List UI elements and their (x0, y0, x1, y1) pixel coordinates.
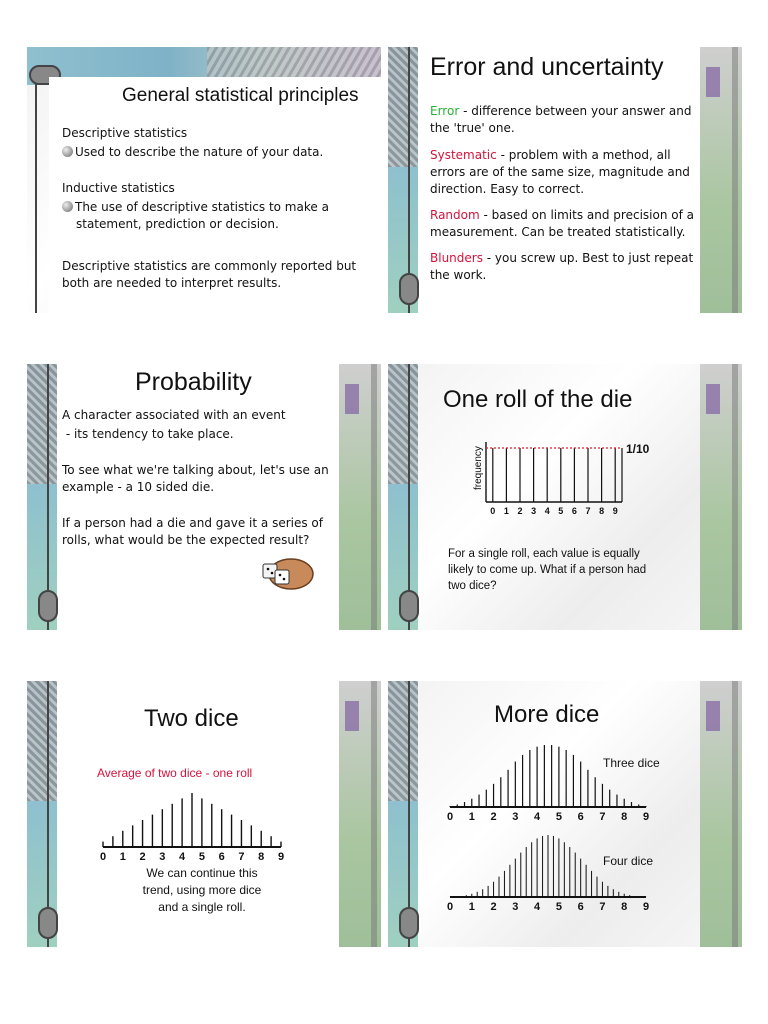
decorative-right-strip (339, 681, 381, 947)
tick-label-3: 3 (512, 811, 519, 823)
tick-label-3: 3 (531, 506, 537, 516)
three-dice-label: Three dice (603, 756, 660, 770)
tick-label-6: 6 (571, 506, 577, 516)
prob-line-2: - its tendency to take place. (62, 427, 234, 441)
slide-two-dice (27, 681, 381, 947)
slide-title: One roll of the die (443, 386, 633, 413)
four-dice-label: Four dice (603, 854, 654, 868)
bullet-icon (62, 201, 73, 212)
decorative-line (35, 75, 37, 313)
tick-label-0: 0 (490, 506, 496, 516)
random-term: Random (430, 208, 480, 222)
prob-line-1: A character associated with an event (62, 408, 286, 422)
descriptive-bullet-text: Used to describe the nature of your data. (75, 145, 324, 159)
blunders-term: Blunders (430, 251, 483, 265)
tick-label-9: 9 (642, 901, 650, 913)
annotation-one-tenth: 1/10 (626, 442, 650, 456)
hand-with-dice-illustration (255, 552, 315, 594)
tick-label-2: 2 (490, 901, 497, 913)
tick-label-8: 8 (599, 506, 605, 516)
tick-label-4: 4 (179, 851, 186, 863)
decorative-knob (399, 273, 419, 305)
caption-line-3: two dice? (448, 580, 497, 592)
chart-subtitle: Average of two dice - one roll (97, 766, 253, 780)
tick-label-2: 2 (490, 811, 497, 823)
blunders-line-1 (430, 250, 693, 267)
error-term: Error (430, 104, 460, 118)
tick-label-4: 4 (544, 506, 550, 516)
decorative-right-strip (700, 681, 742, 947)
slide-title: More dice (494, 701, 600, 728)
caption-line-2: trend, using more dice (142, 883, 262, 897)
tick-label-9: 9 (612, 506, 618, 516)
tick-label-6: 6 (218, 851, 225, 863)
tick-label-2: 2 (139, 851, 146, 863)
tick-label-7: 7 (599, 811, 606, 823)
tick-label-0: 0 (446, 901, 454, 913)
blunders-text: - you screw up. Best to just repeat (482, 251, 694, 265)
decorative-right-strip (700, 364, 742, 630)
error-text: - difference between your answer and (459, 104, 692, 118)
systematic-text: - problem with a method, all (496, 148, 671, 162)
error-line-2: the 'true' one. (430, 121, 515, 135)
decorative-right-strip (339, 364, 381, 630)
summary-line-2: both are needed to interpret results. (62, 276, 282, 290)
random-line-1 (430, 207, 694, 224)
tick-label-8: 8 (621, 901, 628, 913)
slide-title: General statistical principles (122, 85, 359, 106)
decorative-knob (38, 590, 58, 622)
slide-probability (27, 364, 381, 630)
tick-label-2: 2 (517, 506, 523, 516)
inductive-bullet (62, 199, 329, 216)
two-dice-chart (97, 787, 287, 863)
tick-label-1: 1 (119, 851, 126, 863)
slide-general-statistical-principles (27, 47, 381, 313)
tick-label-7: 7 (585, 506, 591, 516)
tick-label-5: 5 (555, 901, 562, 913)
systematic-line-1 (430, 147, 671, 164)
caption-line-2: likely to come up. What if a person had (448, 564, 647, 576)
one-roll-chart (472, 438, 672, 520)
decorative-knob (399, 590, 419, 622)
caption-line-1: For a single roll, each value is equally (448, 548, 640, 560)
tick-label-9: 9 (277, 851, 285, 863)
tick-label-0: 0 (446, 811, 454, 823)
four-dice-chart (444, 831, 652, 913)
three-dice-chart (444, 741, 652, 823)
tick-label-5: 5 (555, 811, 562, 823)
prob-line-4: example - a 10 sided die. (62, 480, 215, 494)
prob-line-6: rolls, what would be the expected result? (62, 533, 310, 547)
blunders-line-2: the work. (430, 268, 487, 282)
slide-error-and-uncertainty (388, 47, 742, 313)
tick-label-8: 8 (258, 851, 265, 863)
systematic-line-2: errors are of the same size, magnitude and (430, 165, 690, 179)
tick-label-6: 6 (577, 901, 584, 913)
prob-line-5: If a person had a die and gave it a series of (62, 516, 323, 530)
tick-label-3: 3 (159, 851, 166, 863)
descriptive-heading: Descriptive statistics (62, 126, 188, 140)
tick-label-7: 7 (238, 851, 245, 863)
caption-line-1: We can continue this (146, 866, 258, 880)
prob-line-3: To see what we're talking about, let's use an (62, 463, 329, 477)
slide-title: Two dice (144, 705, 239, 732)
slide-title: Probability (135, 368, 252, 396)
tick-label-4: 4 (534, 901, 541, 913)
tick-label-4: 4 (534, 811, 541, 823)
random-line-2: measurement. Can be treated statistically. (430, 225, 686, 239)
slide-title: Error and uncertainty (430, 53, 664, 81)
decorative-knob (38, 907, 58, 939)
y-axis-label: frequency (473, 446, 484, 490)
tick-label-7: 7 (599, 901, 606, 913)
decorative-right-strip (700, 47, 742, 313)
tick-label-0: 0 (99, 851, 107, 863)
tick-label-1: 1 (468, 901, 475, 913)
tick-label-9: 9 (642, 811, 650, 823)
slide-one-roll (388, 364, 742, 630)
random-text: - based on limits and precision of a (479, 208, 694, 222)
die-2 (275, 570, 289, 584)
inductive-bullet-text-2: statement, prediction or decision. (76, 217, 279, 231)
tick-label-5: 5 (198, 851, 205, 863)
caption-line-3: and a single roll. (158, 900, 246, 914)
inductive-bullet-text-1: The use of descriptive statistics to make a (75, 200, 329, 214)
summary-line-1: Descriptive statistics are commonly reported but (62, 259, 357, 273)
decorative-knob (399, 907, 419, 939)
tick-label-8: 8 (621, 811, 628, 823)
tick-label-1: 1 (503, 506, 509, 516)
inductive-heading: Inductive statistics (62, 181, 175, 195)
tick-label-3: 3 (512, 901, 519, 913)
descriptive-bullet (62, 144, 323, 161)
tick-label-1: 1 (468, 811, 475, 823)
error-line-1 (430, 103, 692, 120)
tick-label-5: 5 (558, 506, 564, 516)
bullet-icon (62, 146, 73, 157)
tick-label-6: 6 (577, 811, 584, 823)
systematic-term: Systematic (430, 148, 497, 162)
slide-more-dice (388, 681, 742, 947)
systematic-line-3: direction. Easy to correct. (430, 182, 585, 196)
